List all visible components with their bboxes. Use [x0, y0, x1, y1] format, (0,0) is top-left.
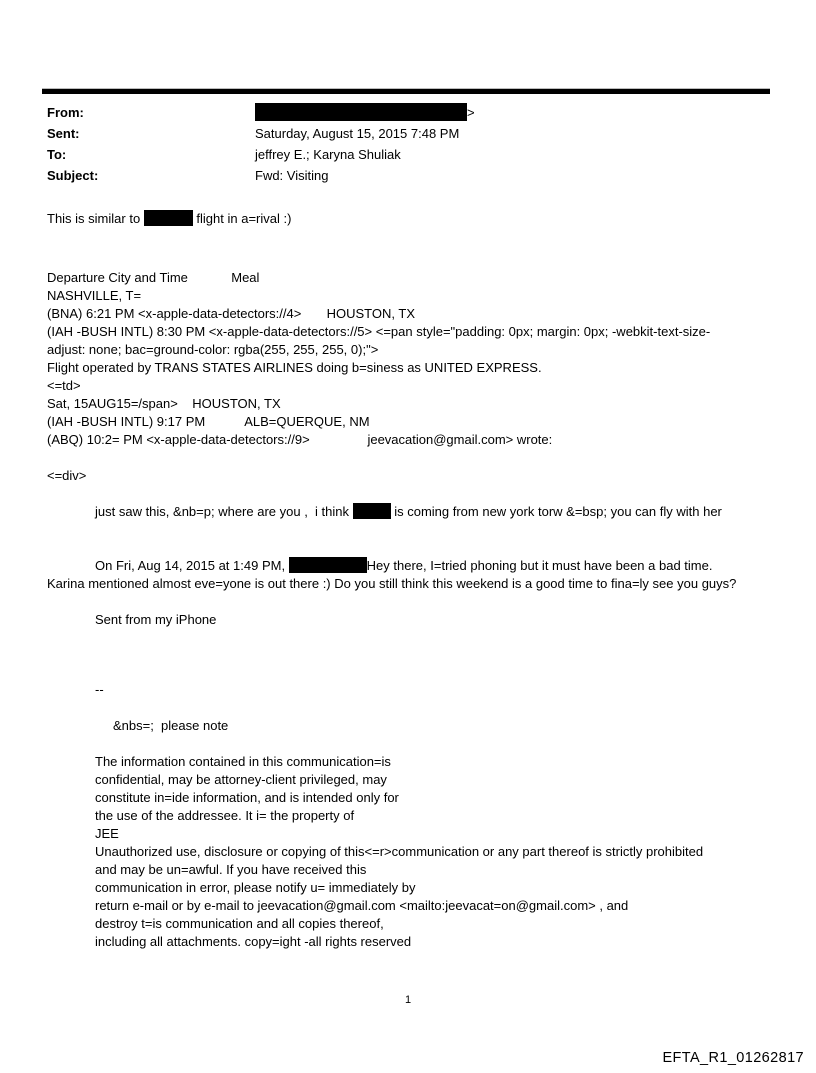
header-row-subject — [47, 165, 786, 186]
body-text: including all attachments. copy=ight -all rights reserved — [95, 934, 412, 949]
body-line — [47, 825, 794, 843]
body-line — [47, 861, 794, 879]
body-line — [47, 557, 794, 575]
body-line — [47, 210, 794, 228]
body-line — [47, 575, 794, 593]
body-line — [47, 269, 794, 287]
body-text: just saw this, &nb=p; where are you , i think — [95, 504, 353, 519]
body-text: (BNA) 6:21 PM <x-apple-data-detectors://4> HOUSTON, TX — [47, 306, 415, 321]
header-divider-rule — [42, 88, 770, 94]
body-text: Sat, 15AUG15=/span> HOUSTON, TX — [47, 396, 281, 411]
to-value: jeffrey E.; Karyna Shuliak — [255, 147, 401, 162]
redaction-bar — [144, 210, 193, 226]
email-header — [47, 102, 786, 186]
body-text: and may be un=awful. If you have received this — [95, 862, 367, 877]
body-text: This is similar to — [47, 211, 144, 226]
body-line — [47, 413, 794, 431]
header-row-from — [47, 102, 786, 123]
page-number: 1 — [404, 994, 412, 1006]
body-line — [47, 323, 794, 341]
body-line — [47, 771, 794, 789]
body-line — [47, 717, 794, 735]
body-line — [47, 611, 794, 629]
body-text: Departure City and Time Meal — [47, 270, 260, 285]
redaction-bar — [289, 557, 367, 573]
body-text: return e-mail or by e-mail to jeevacation@gmail.com <mailto:jeevacat=on@gmail.com> , and — [95, 898, 629, 913]
body-text: (IAH -BUSH INTL) 8:30 PM <x-apple-data-detectors://5> <=pan style="padding: 0px; margin: 0px; -webkit-text-size- — [47, 324, 711, 339]
to-label: To: — [47, 147, 67, 162]
body-line — [47, 503, 794, 521]
body-line — [47, 377, 794, 395]
body-line — [47, 305, 794, 323]
body-text: destroy t=is communication and all copies thereof, — [95, 916, 384, 931]
body-line — [47, 287, 794, 305]
from-value — [255, 102, 786, 123]
body-line — [47, 879, 794, 897]
body-line — [47, 753, 794, 771]
body-text: Flight operated by TRANS STATES AIRLINES doing b=siness as UNITED EXPRESS. — [47, 360, 542, 375]
body-line — [47, 467, 794, 485]
body-text: Karina mentioned almost eve=yone is out there :) Do you still think this weekend is a good time to fina=ly see you guys? — [47, 576, 737, 591]
body-text: communication in error, please notify u= immediately by — [95, 880, 416, 895]
from-label: From: — [47, 105, 84, 120]
email-body — [47, 210, 794, 951]
body-line — [47, 681, 794, 699]
body-text: NASHVILLE, T= — [47, 288, 142, 303]
body-text: constitute in=ide information, and is intended only for — [95, 790, 399, 805]
body-text: JEE — [95, 826, 119, 841]
body-line — [47, 897, 794, 915]
body-line — [47, 915, 794, 933]
body-text: Unauthorized use, disclosure or copying of this<=r>communication or any part thereof is strictly prohibited — [95, 844, 704, 859]
body-line — [47, 843, 794, 861]
body-line — [47, 341, 794, 359]
body-text: flight in a=rival :) — [192, 211, 292, 226]
body-line — [47, 431, 794, 449]
body-text: <=div> — [47, 468, 87, 483]
body-text: &nbs=; please note — [113, 718, 229, 733]
redaction-bar — [353, 503, 391, 519]
body-text: -- — [95, 682, 104, 697]
body-text: the use of the addressee. It i= the property of — [95, 808, 355, 823]
body-line — [47, 789, 794, 807]
body-text: is coming from new york torw &=bsp; you can fly with her — [390, 504, 722, 519]
body-line — [47, 807, 794, 825]
subject-label: Subject: — [47, 168, 99, 183]
redaction-bar-sender — [255, 103, 467, 121]
body-text: On Fri, Aug 14, 2015 at 1:49 PM, — [95, 558, 289, 573]
body-text: confidential, may be attorney-client privileged, may — [95, 772, 387, 787]
sent-label: Sent: — [47, 126, 80, 141]
body-text: (IAH -BUSH INTL) 9:17 PM ALB=QUERQUE, NM — [47, 414, 370, 429]
body-text: Sent from my iPhone — [95, 612, 217, 627]
body-line — [47, 395, 794, 413]
subject-value: Fwd: Visiting — [255, 168, 329, 183]
body-text: (ABQ) 10:2= PM <x-apple-data-detectors://9> jeevacation@gmail.com> wrote: — [47, 432, 553, 447]
header-row-to — [47, 144, 786, 165]
body-line — [47, 933, 794, 951]
body-text: <=td> — [47, 378, 81, 393]
from-value-suffix: > — [467, 105, 475, 120]
sent-value: Saturday, August 15, 2015 7:48 PM — [255, 126, 460, 141]
body-line — [47, 359, 794, 377]
header-row-sent — [47, 123, 786, 144]
body-text: The information contained in this communication=is — [95, 754, 391, 769]
body-text: adjust: none; bac=ground-color: rgba(255, 255, 255, 0);"> — [47, 342, 379, 357]
bates-number: EFTA_R1_01262817 — [662, 1050, 804, 1066]
body-text: Hey there, I=tried phoning but it must have been a bad time. — [366, 558, 713, 573]
